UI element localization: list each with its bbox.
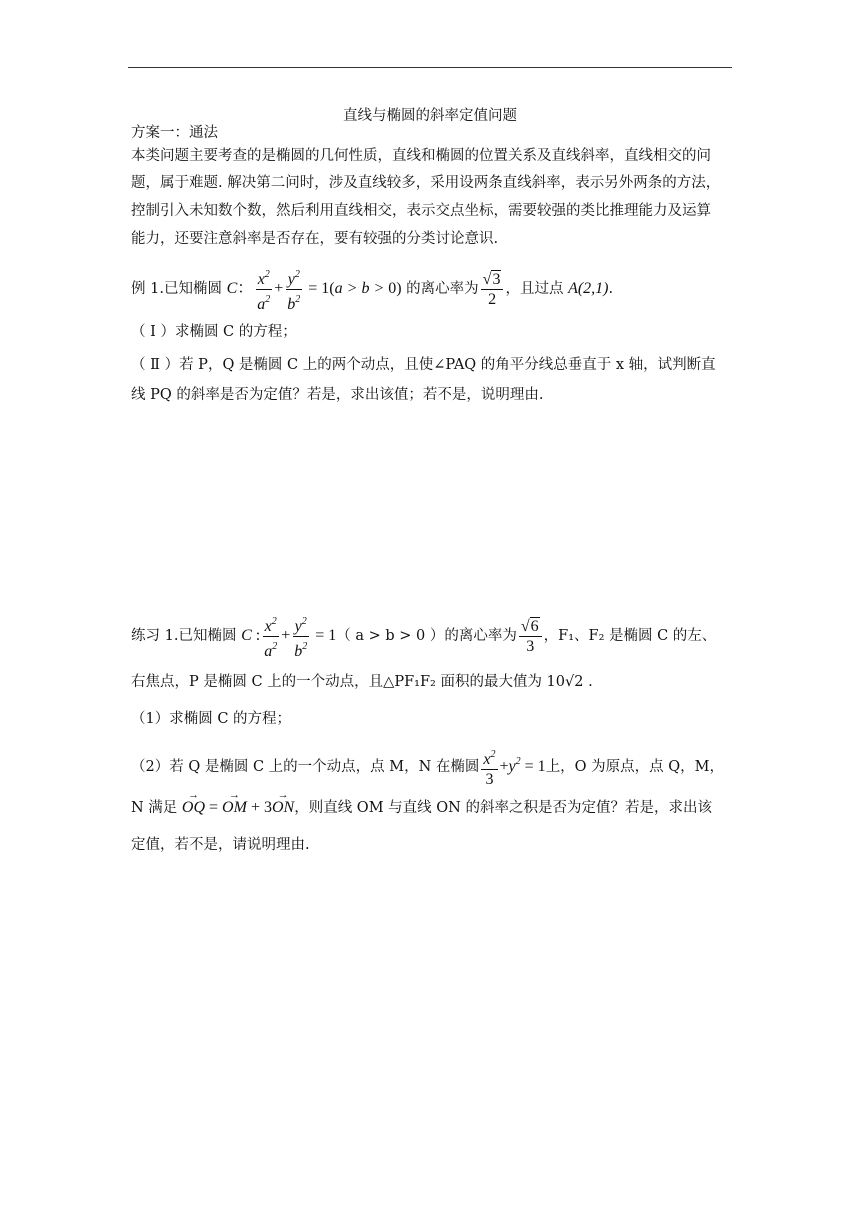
intro-line-1: 本类问题主要考查的是椭圆的几何性质，直线和椭圆的位置关系及直线斜率，直线相交的问 (131, 148, 711, 164)
vector-equation: → OQ = → OM + 3→ ON (182, 799, 294, 816)
practice-ellipse-equation: C : $\frac{x^2}{a^2}$ + $\frac{y^2}{b^2}$ = 1 (241, 627, 336, 644)
pass-text: ，且过点 (505, 281, 569, 298)
part2-text-a: （2）若 Q 是椭圆 C 上的一个动点，点 M，N 在椭圆 (131, 759, 480, 775)
practice1-part1: （1）求椭圆 C 的方程； (131, 711, 292, 727)
practice-eccentricity: $\frac{√6}{3}$ (517, 627, 544, 644)
part2-text-b: 上，O 为原点，点 Q，M， (545, 759, 725, 775)
intro-line-4: 能力，还要注意斜率是否存在，要有较强的分类讨论意识. (131, 231, 499, 247)
example1-prefix: 例 1.已知椭圆 (131, 281, 227, 298)
page-title: 直线与椭圆的斜率定值问题 (343, 108, 517, 124)
part2-text-c-suffix: ，则直线 OM 与直线 ON 的斜率之积是否为定值？若是，求出该 (294, 800, 712, 816)
example1-part2-line2: 线 PQ 的斜率是否为定值？若是，求出该值；若不是，说明理由. (131, 387, 544, 403)
example1-part2-line1: （ Ⅱ ）若 P，Q 是椭圆 C 上的两个动点，且使∠PAQ 的角平分线总垂直于 x 轴，试判断直 (131, 357, 716, 373)
practice1-statement (131, 612, 716, 661)
point-a: A(2,1) (568, 280, 609, 298)
intro-line-2: 题，属于难题. 解决第二问时，涉及直线较多，采用设两条直线斜率，表示另外两条的方法， (131, 175, 721, 191)
practice1-part2-line2 (131, 798, 712, 818)
header-rule (128, 67, 732, 68)
practice1-prefix: 练习 1.已知椭圆 (131, 628, 242, 645)
intro-line-3: 控制引入未知数个数，然后利用直线相交，表示交点坐标，需要较强的类比推理能力及运算 (131, 203, 711, 219)
ellipse-equation: C： $\frac{x^2}{a^2}$ + $\frac{y^2}{b^2}$ = 1(a > b > 0) (227, 280, 402, 297)
practice-condition: （ a > b > 0 ）的离心率为 (336, 628, 517, 645)
foci-text: ，F₁、F₂ 是椭圆 C 的左、 (543, 628, 717, 645)
plan-heading: 方案一：通法 (131, 125, 218, 141)
eccentricity-value: $\frac{√3}{2}$ (479, 280, 506, 297)
practice1-line2: 右焦点，P 是椭圆 C 上的一个动点，且△PF₁F₂ 面积的最大值为 10√2 . (131, 674, 593, 690)
part2-text-c-prefix: N 满足 (131, 800, 182, 816)
eccentricity-text: 的离心率为 (401, 281, 479, 298)
example1-statement: 例 1.已知椭圆 C： $\frac{x^2}{a^2}$ + $\frac{y^2}{b^2}$ = 1(a > b > 0) 的离心率为 $\frac{√3}{2}$ ，且过点 A(2,1). (131, 265, 613, 314)
example1-part1: （ Ⅰ ）求椭圆 C 的方程； (131, 324, 297, 340)
practice1-part2-line3: 定值，若不是，请说明理由. (131, 837, 310, 853)
practice1-part2-line1 (131, 740, 724, 789)
second-ellipse-equation: $\frac{x^2}{3}$ $+y^2 = 1$ (479, 758, 545, 775)
